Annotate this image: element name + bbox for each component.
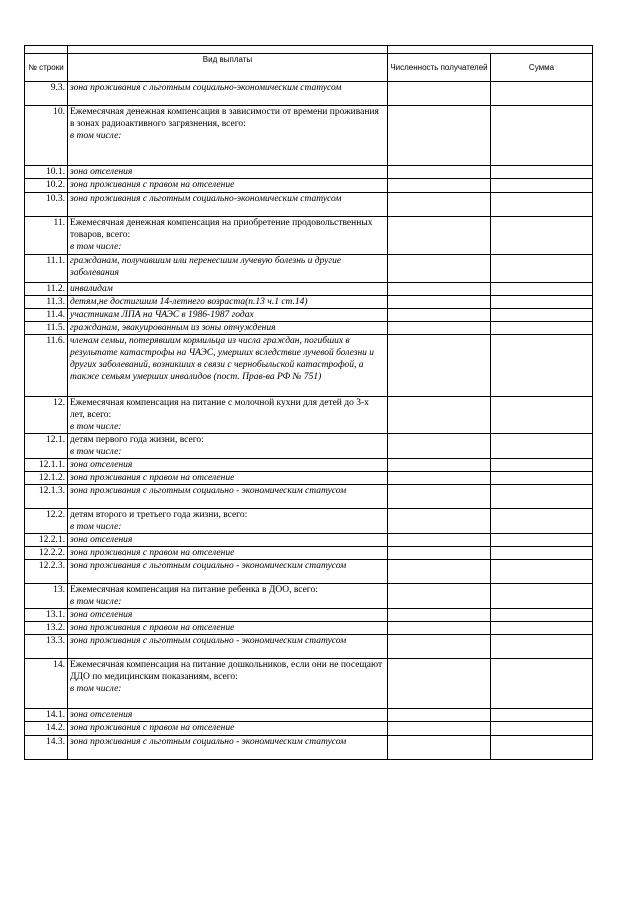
sum-cell[interactable]: [491, 255, 593, 283]
sum-cell[interactable]: [491, 534, 593, 547]
count-cell[interactable]: [388, 609, 491, 622]
count-cell[interactable]: [388, 296, 491, 309]
count-cell[interactable]: [388, 193, 491, 217]
count-cell[interactable]: [388, 534, 491, 547]
row-description: [68, 584, 388, 609]
row-description-text: зона проживания с льготным социально - экономическим статусом: [70, 636, 347, 646]
sum-cell[interactable]: [491, 335, 593, 397]
count-cell[interactable]: [388, 335, 491, 397]
row-number: 14.: [25, 659, 68, 709]
row-number: 10.3.: [25, 193, 68, 217]
row-description: [68, 609, 388, 622]
row-description-text: зона отселения: [70, 460, 133, 470]
header-spacer-row: [25, 46, 593, 54]
count-cell[interactable]: [388, 283, 491, 296]
count-cell[interactable]: [388, 622, 491, 635]
table-row: [25, 609, 593, 622]
row-description-text: зона отселения: [70, 535, 133, 545]
row-subtitle: в том числе:: [70, 447, 122, 457]
header-num: № строки: [25, 54, 68, 82]
row-number: 13.2.: [25, 622, 68, 635]
row-description: [68, 485, 388, 509]
table-row: [25, 736, 593, 760]
row-subtitle: в том числе:: [70, 422, 122, 432]
row-number: 13.3.: [25, 635, 68, 659]
sum-cell[interactable]: [491, 283, 593, 296]
sum-cell[interactable]: [491, 309, 593, 322]
row-description-text: зона отселения: [70, 610, 133, 620]
sum-cell[interactable]: [491, 609, 593, 622]
table-row: [25, 166, 593, 179]
row-description: [68, 217, 388, 255]
row-number: 14.3.: [25, 736, 68, 760]
table-row: [25, 472, 593, 485]
header-spacer-cell: [68, 46, 388, 54]
row-subtitle: в том числе:: [70, 597, 122, 607]
row-number: 12.2.2.: [25, 547, 68, 560]
row-description-text: зона проживания с правом на отселение: [70, 723, 235, 733]
table-row: [25, 560, 593, 584]
row-description: [68, 659, 388, 709]
count-cell[interactable]: [388, 509, 491, 534]
row-description-text: зона проживания с правом на отселение: [70, 473, 235, 483]
table-row: [25, 485, 593, 509]
sum-cell[interactable]: [491, 709, 593, 722]
row-number: 12.2.: [25, 509, 68, 534]
row-description-text: членам семьи, потерявшим кормильца из числа граждан, погибших в результате катастрофы на ЧАЭС, умерших вследствие лучевой болезни и других заболеваний, возникших в связи с чернобыльской катастрофой, а также семьям умерших инвалидов (пост. Прав-ва РФ № 751): [70, 336, 375, 382]
count-cell[interactable]: [388, 179, 491, 193]
row-description: [68, 635, 388, 659]
row-subtitle: в том числе:: [70, 242, 122, 252]
count-cell[interactable]: [388, 106, 491, 166]
row-number: 12.1.1.: [25, 459, 68, 472]
row-description: [68, 709, 388, 722]
header-count: Численность получателей: [388, 54, 491, 82]
table-header: [25, 46, 593, 82]
row-number: 11.4.: [25, 309, 68, 322]
count-cell[interactable]: [388, 635, 491, 659]
row-description: [68, 255, 388, 283]
row-description: [68, 534, 388, 547]
count-cell[interactable]: [388, 397, 491, 434]
sum-cell[interactable]: [491, 472, 593, 485]
row-description-text: зона проживания с льготным социально - экономическим статусом: [70, 737, 347, 747]
header-type: Вид выплаты: [68, 54, 388, 82]
table-row: [25, 722, 593, 736]
row-number: 14.2.: [25, 722, 68, 736]
table-row: [25, 217, 593, 255]
table-row: [25, 534, 593, 547]
table-row: [25, 584, 593, 609]
table-row: [25, 82, 593, 106]
sum-cell[interactable]: [491, 193, 593, 217]
row-description-text: гражданам, получившим или перенесшим лучевую болезнь и другие заболевания: [70, 256, 342, 278]
table-row: [25, 179, 593, 193]
row-number: 11.3.: [25, 296, 68, 309]
sum-cell[interactable]: [491, 166, 593, 179]
row-description: [68, 459, 388, 472]
sum-cell[interactable]: [491, 434, 593, 459]
count-cell[interactable]: [388, 166, 491, 179]
sum-cell[interactable]: [491, 459, 593, 472]
sum-cell[interactable]: [491, 560, 593, 584]
row-description-text: зона проживания с правом на отселение: [70, 180, 235, 190]
row-description: [68, 82, 388, 106]
row-description-text: зона проживания с правом на отселение: [70, 623, 235, 633]
header-spacer-cell: [25, 46, 68, 54]
count-cell[interactable]: [388, 547, 491, 560]
table-row: [25, 434, 593, 459]
count-cell[interactable]: [388, 434, 491, 459]
sum-cell[interactable]: [491, 622, 593, 635]
table-row: [25, 255, 593, 283]
table-row: [25, 635, 593, 659]
sum-cell[interactable]: [491, 509, 593, 534]
row-number: 11.2.: [25, 283, 68, 296]
count-cell[interactable]: [388, 322, 491, 335]
sum-cell[interactable]: [491, 106, 593, 166]
count-cell[interactable]: [388, 309, 491, 322]
count-cell[interactable]: [388, 255, 491, 283]
sum-cell[interactable]: [491, 296, 593, 309]
header-row: [25, 54, 593, 82]
row-number: 9.3.: [25, 82, 68, 106]
sum-cell[interactable]: [491, 659, 593, 709]
count-cell[interactable]: [388, 659, 491, 709]
row-description: [68, 106, 388, 166]
row-number: 13.: [25, 584, 68, 609]
row-description-text: Ежемесячная компенсация на питание дошкольников, если они не посещают ДДО по медицинским показаниям, всего:: [70, 660, 383, 682]
row-description-text: Ежемесячная компенсация на питание с молочной кухни для детей до 3-х лет, всего:: [70, 398, 369, 420]
row-description: [68, 193, 388, 217]
row-description-text: зона проживания с льготным социально-экономическим статусом: [70, 83, 342, 93]
row-description-text: детям второго и третьего года жизни, всего:: [70, 510, 248, 520]
row-description-text: зона проживания с правом на отселение: [70, 548, 235, 558]
table-row: [25, 459, 593, 472]
row-number: 14.1.: [25, 709, 68, 722]
count-cell[interactable]: [388, 584, 491, 609]
row-subtitle: в том числе:: [70, 131, 122, 141]
count-cell[interactable]: [388, 485, 491, 509]
row-number: 12.1.3.: [25, 485, 68, 509]
sum-cell[interactable]: [491, 635, 593, 659]
count-cell[interactable]: [388, 459, 491, 472]
row-subtitle: в том числе:: [70, 522, 122, 532]
row-description-text: детям первого года жизни, всего:: [70, 435, 204, 445]
row-description-text: гражданам, эвакуированным из зоны отчуждения: [70, 323, 276, 333]
sum-cell[interactable]: [491, 82, 593, 106]
row-description: [68, 560, 388, 584]
table-row: [25, 622, 593, 635]
row-description: [68, 547, 388, 560]
row-number: 13.1.: [25, 609, 68, 622]
count-cell[interactable]: [388, 217, 491, 255]
row-description: [68, 283, 388, 296]
table-row: [25, 509, 593, 534]
row-description-text: Ежемесячная денежная компенсация в зависимости от времени проживания в зонах радиоактивного загрязнения, всего:: [70, 107, 379, 129]
sum-cell[interactable]: [491, 217, 593, 255]
count-cell[interactable]: [388, 722, 491, 736]
row-number: 11.6.: [25, 335, 68, 397]
count-cell[interactable]: [388, 472, 491, 485]
row-description-text: инвалидам: [70, 284, 113, 294]
table-row: [25, 547, 593, 560]
table-row: [25, 322, 593, 335]
table-row: [25, 283, 593, 296]
count-cell[interactable]: [388, 736, 491, 760]
sum-cell[interactable]: [491, 736, 593, 760]
row-description-text: зона проживания с льготным социально - экономическим статусом: [70, 486, 347, 496]
row-description-text: зона отселения: [70, 167, 133, 177]
row-description: [68, 722, 388, 736]
row-description: [68, 397, 388, 434]
row-subtitle: в том числе:: [70, 684, 122, 694]
table-body: [25, 82, 593, 760]
table-row: [25, 193, 593, 217]
payments-table: [24, 45, 593, 760]
row-number: 10.1.: [25, 166, 68, 179]
row-description: [68, 472, 388, 485]
row-number: 11.: [25, 217, 68, 255]
row-number: 12.2.1.: [25, 534, 68, 547]
row-description: [68, 509, 388, 534]
count-cell[interactable]: [388, 709, 491, 722]
table-row: [25, 296, 593, 309]
table-row: [25, 335, 593, 397]
table-row: [25, 397, 593, 434]
sum-cell[interactable]: [491, 322, 593, 335]
header-spacer-cell: [388, 46, 593, 54]
table-row: [25, 106, 593, 166]
table-row: [25, 309, 593, 322]
row-number: 12.1.: [25, 434, 68, 459]
row-description-text: детям,не достигшим 14-летнего возраста(п.13 ч.1 ст.14): [70, 297, 308, 307]
row-description-text: зона проживания с льготным социально-экономическим статусом: [70, 194, 342, 204]
row-description: [68, 434, 388, 459]
row-number: 12.2.3.: [25, 560, 68, 584]
row-description-text: участникам ЛПА на ЧАЭС в 1986-1987 годах: [70, 310, 254, 320]
count-cell[interactable]: [388, 82, 491, 106]
sum-cell[interactable]: [491, 722, 593, 736]
sum-cell[interactable]: [491, 547, 593, 560]
row-description-text: Ежемесячная денежная компенсация на приобретение продовольственных товаров, всего:: [70, 218, 373, 240]
row-description-text: зона проживания с льготным социально - экономическим статусом: [70, 561, 347, 571]
row-description-text: Ежемесячная компенсация на питание ребенка в ДОО, всего:: [70, 585, 318, 595]
header-sum: Сумма: [491, 54, 593, 82]
row-number: 11.1.: [25, 255, 68, 283]
table-row: [25, 659, 593, 709]
row-number: 10.2.: [25, 179, 68, 193]
row-description: [68, 309, 388, 322]
row-number: 12.: [25, 397, 68, 434]
sum-cell[interactable]: [491, 584, 593, 609]
table-row: [25, 709, 593, 722]
row-description: [68, 736, 388, 760]
sum-cell[interactable]: [491, 485, 593, 509]
sum-cell[interactable]: [491, 179, 593, 193]
row-number: 11.5.: [25, 322, 68, 335]
row-description: [68, 335, 388, 397]
row-description: [68, 296, 388, 309]
count-cell[interactable]: [388, 560, 491, 584]
row-number: 10.: [25, 106, 68, 166]
sum-cell[interactable]: [491, 397, 593, 434]
row-description: [68, 179, 388, 193]
row-description: [68, 322, 388, 335]
row-number: 12.1.2.: [25, 472, 68, 485]
row-description: [68, 622, 388, 635]
row-description-text: зона отселения: [70, 710, 133, 720]
row-description: [68, 166, 388, 179]
